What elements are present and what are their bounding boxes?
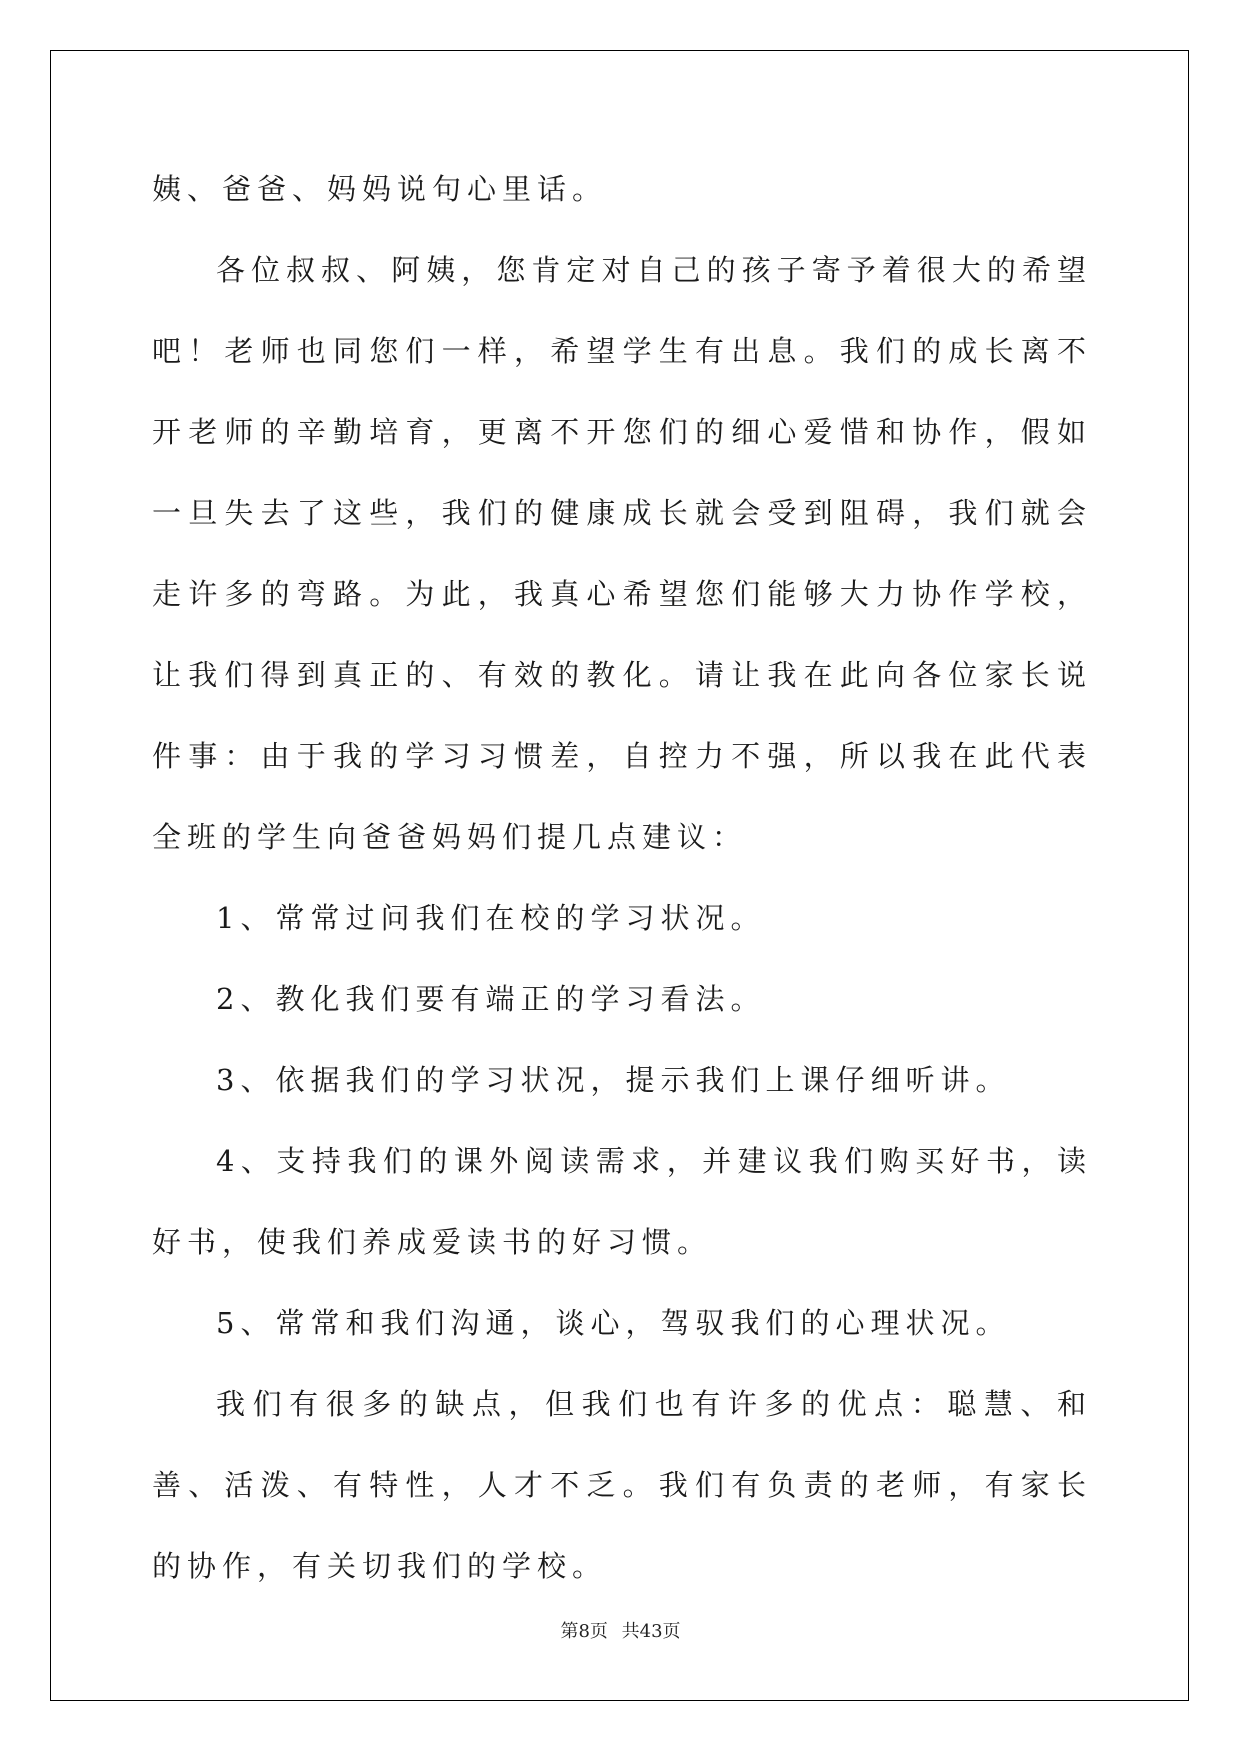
suggestion-item-2: 2、教化我们要有端正的学习看法。 <box>216 982 766 1016</box>
suggestion-item-5: 5、常常和我们沟通，谈心，驾驭我们的心理状况。 <box>216 1306 1011 1340</box>
page-footer <box>0 1617 1241 1643</box>
page-number: 第8页 <box>560 1621 608 1642</box>
paragraph-continuation: 姨、爸爸、妈妈说句心里话。 <box>152 172 608 206</box>
paragraph-closing: 我们有很多的缺点，但我们也有许多的优点：聪慧、和善、活泼、有特性，人才不乏。我们有负责的老师，有家长的协作，有关切我们的学校。 <box>152 1387 1092 1583</box>
document-body <box>152 149 1092 1607</box>
paragraph-appeal: 各位叔叔、阿姨，您肯定对自己的孩子寄予着很大的希望吧！老师也同您们一样，希望学生有出息。我们的成长离不开老师的辛勤培育，更离不开您们的细心爱惜和协作，假如一旦失去了这些，我们的健康成长就会受到阻碍，我们就会走许多的弯路。为此，我真心希望您们能够大力协作学校，让我们得到真正的、有效的教化。请让我在此向各位家长说件事：由于我的学习习惯差，自控力不强，所以我在此代表全班的学生向爸爸妈妈们提几点建议： <box>152 253 1092 854</box>
suggestion-item-3: 3、依据我们的学习状况，提示我们上课仔细听讲。 <box>216 1063 1011 1097</box>
suggestion-item-4: 4、支持我们的课外阅读需求，并建议我们购买好书，读好书，使我们养成爱读书的好习惯。 <box>152 1144 1092 1259</box>
suggestion-item-1: 1、常常过问我们在校的学习状况。 <box>216 901 766 935</box>
page-total: 共43页 <box>621 1621 681 1642</box>
